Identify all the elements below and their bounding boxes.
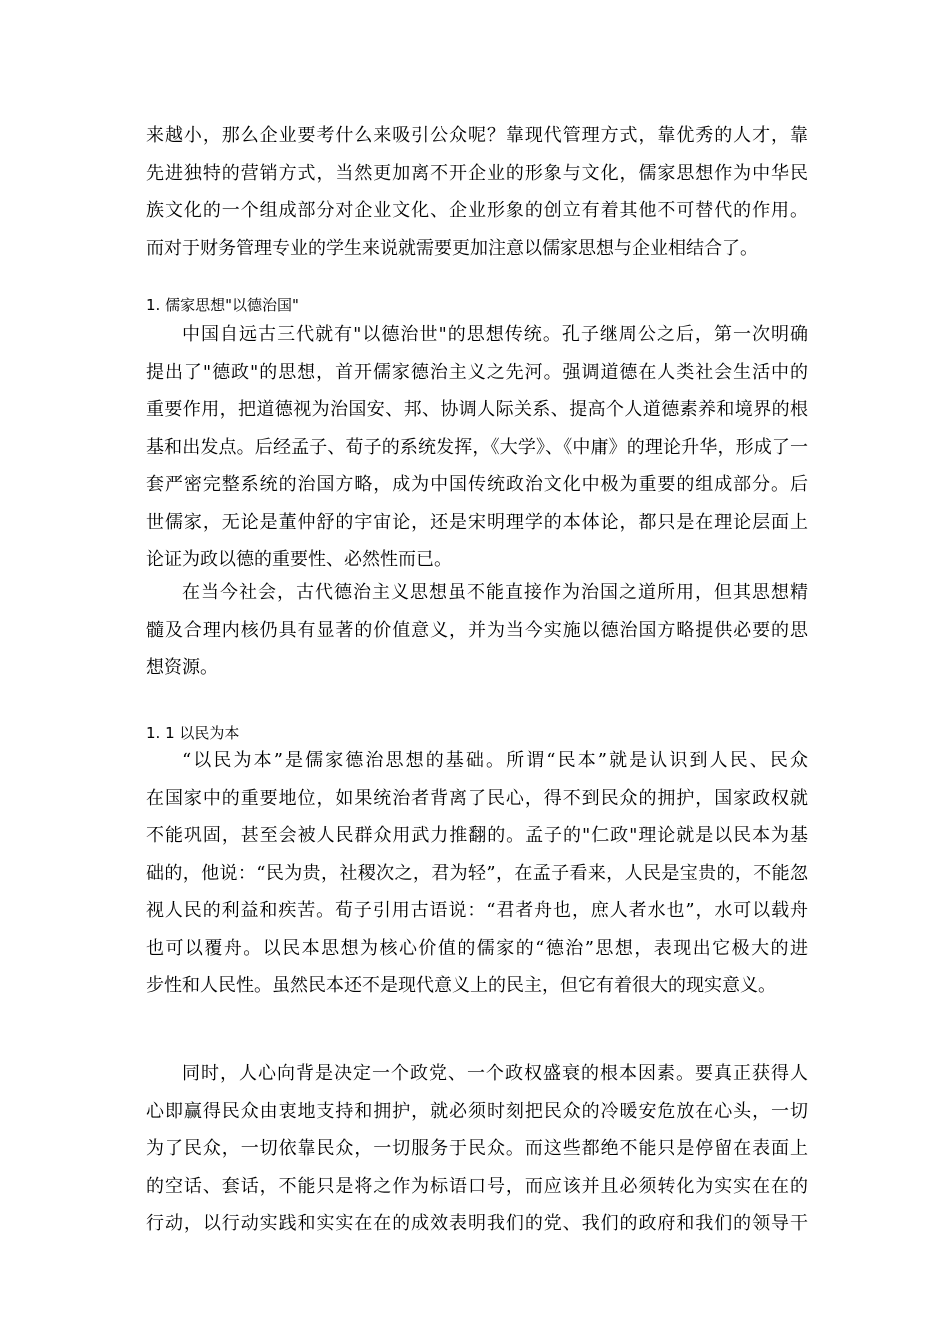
paragraph-line: 髓及合理内核仍具有显著的价值意义，并为当今实施以德治国方略提供必要的思 [146,619,808,641]
intro-line: 而对于财务管理专业的学生来说就需要更加注意以儒家思想与企业相结合了。 [146,237,758,259]
paragraph-line: 基和出发点。后经孟子、荀子的系统发挥，《大学》、《中庸》的理论升华，形成了一 [146,436,808,458]
paragraph-line: 世儒家，无论是董仲舒的宇宙论，还是宋明理学的本体论，都只是在理论层面上 [146,511,808,533]
paragraph-line: 同时，人心向背是决定一个政党、一个政权盛衰的根本因素。要真正获得人 [182,1063,808,1084]
paragraph-line: 视人民的利益和疾苦。荀子引用古语说：“君者舟也，庶人者水也”，水可以载舟 [146,900,808,921]
paragraph-line: 在当今社会，古代德治主义思想虽不能直接作为治国之道所用，但其思想精 [182,582,808,603]
section1-paragraph-2 [146,574,808,687]
section11-paragraph-2 [146,1055,808,1243]
paragraph-line: 的空话、套话，不能只是将之作为标语口号，而应该并且必须转化为实实在在的 [146,1175,808,1197]
paragraph-line: 也可以覆舟。以民本思想为核心价值的儒家的“德治”思想，表现出它极大的进 [146,937,808,959]
section11-paragraph-1 [146,742,808,1005]
paragraph-line: 重要作用，把道德视为治国安、邦、协调人际关系、提高个人道德素养和境界的根 [146,399,808,420]
section-heading-1: 1. 儒家思想"以德治国" [146,296,299,314]
paragraph-line: 论证为政以德的重要性、必然性而已。 [146,549,452,570]
paragraph-line: 中国自远古三代就有"以德治世"的思想传统。孔子继周公之后，第一次明确 [182,324,808,345]
paragraph-line: 想资源。 [146,657,218,678]
paragraph-line: 在国家中的重要地位，如果统治者背离了民心，得不到民众的拥护，国家政权就 [146,787,808,809]
section-heading-1-1: 1. 1 以民为本 [146,724,240,742]
section1-paragraph-1 [146,316,808,579]
intro-paragraph [146,117,808,267]
paragraph-line: 提出了"德政"的思想，首开儒家德治主义之先河。强调道德在人类社会生活中的 [146,361,808,383]
paragraph-line: 为了民众，一切依靠民众，一切服务于民众。而这些都绝不能只是停留在表面上 [146,1138,808,1159]
paragraph-line: “以民为本”是儒家德治思想的基础。所谓“民本”就是认识到人民、民众 [182,750,808,771]
paragraph-line: 础的，他说：“民为贵，社稷次之，君为轻”，在孟子看来，人民是宝贵的，不能忽 [146,862,808,884]
paragraph-line: 步性和人民性。虽然民本还不是现代意义上的民主，但它有着很大的现实意义。 [146,975,776,996]
intro-line: 先进独特的营销方式，当然更加离不开企业的形象与文化，儒家思想作为中华民 [146,162,808,184]
paragraph-line: 不能巩固，甚至会被人民群众用武力推翻的。孟子的"仁政"理论就是以民本为基 [146,825,808,846]
paragraph-line: 心即赢得民众由衷地支持和拥护，就必须时刻把民众的冷暖安危放在心头，一切 [146,1100,808,1122]
intro-line: 来越小，那么企业要考什么来吸引公众呢？靠现代管理方式，靠优秀的人才，靠 [146,125,808,146]
intro-line: 族文化的一个组成部分对企业文化、企业形象的创立有着其他不可替代的作用。 [146,200,808,221]
paragraph-line: 行动，以行动实践和实实在在的成效表明我们的党、我们的政府和我们的领导干 [146,1213,808,1234]
paragraph-line: 套严密完整系统的治国方略，成为中国传统政治文化中极为重要的组成部分。后 [146,474,808,495]
